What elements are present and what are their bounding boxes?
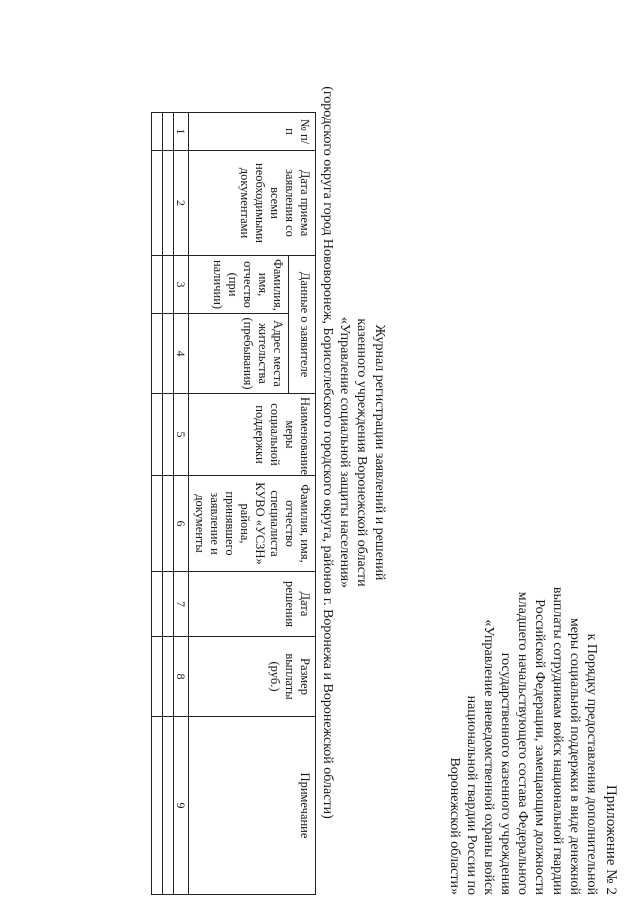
table-cell bbox=[162, 151, 173, 256]
table-cell bbox=[162, 637, 173, 717]
column-number: 7 bbox=[173, 572, 188, 637]
table-cell bbox=[151, 717, 162, 895]
appendix-line: Российской Федерации, замещающим должности bbox=[532, 599, 548, 895]
appendix-line: Воронежской области» bbox=[447, 757, 463, 895]
appendix-line: государственного казенного учреждения bbox=[498, 652, 514, 895]
column-number: 9 bbox=[173, 717, 188, 895]
table-cell bbox=[162, 113, 173, 151]
appendix-line: к Порядку предоставления дополнительной bbox=[583, 633, 599, 895]
table-cell bbox=[151, 113, 162, 151]
table-cell bbox=[162, 256, 173, 314]
title-line: «Управление социальной защиты населения» bbox=[337, 316, 352, 589]
appendix-line: младшего начальствующего состава Федерального bbox=[515, 591, 531, 895]
table-row bbox=[151, 113, 162, 895]
column-number: 1 bbox=[173, 113, 188, 151]
table-cell bbox=[162, 476, 173, 572]
table-header-row bbox=[289, 113, 316, 895]
appendix-line: национальной гвардии России по bbox=[464, 695, 480, 895]
appendix-line: «Управление вневедомственной охраны войск bbox=[481, 619, 497, 895]
header-date-received: Дата приема заявления со всеми необходимыми документами bbox=[189, 151, 316, 256]
title-line: Журнал регистрации заявлений и решений bbox=[372, 324, 387, 581]
column-number: 8 bbox=[173, 637, 188, 717]
table-cell bbox=[162, 314, 173, 394]
appendix-heading: Приложение №2 bbox=[603, 784, 619, 895]
table-cell bbox=[151, 314, 162, 394]
header-measure: Наименование меры социальной поддержки bbox=[189, 394, 316, 476]
table-cell bbox=[151, 151, 162, 256]
header-applicant-group: Данные о заявителе bbox=[289, 256, 316, 394]
column-number: 2 bbox=[173, 151, 188, 256]
column-number-row bbox=[173, 113, 188, 895]
table-cell bbox=[151, 394, 162, 476]
table-cell bbox=[151, 572, 162, 637]
journal-title bbox=[336, 0, 389, 905]
table-cell bbox=[151, 256, 162, 314]
header-applicant-name: Фамилия, имя, отчество (при наличии) bbox=[189, 256, 289, 314]
table-cell bbox=[162, 717, 173, 895]
header-num: № п/п bbox=[189, 113, 316, 151]
table-cell bbox=[151, 637, 162, 717]
region-caption: (городского округа город Нововоронеж, Борисоглебского городского округа, районов г. Воронежа и Воронежской области) bbox=[320, 86, 335, 819]
appendix-block bbox=[446, 465, 620, 895]
registration-table bbox=[151, 112, 316, 895]
table-cell bbox=[151, 476, 162, 572]
header-specialist: Фамилия, имя, отчество специалиста КУВО «УСЗН» района, принявшего заявление и документы bbox=[189, 476, 316, 572]
appendix-line: выплаты сотрудникам войск национальной гвардии bbox=[549, 586, 565, 895]
column-number: 3 bbox=[173, 256, 188, 314]
column-number: 6 bbox=[173, 476, 188, 572]
title-line: казенного учреждения Воронежской области bbox=[354, 318, 370, 587]
column-number: 4 bbox=[173, 314, 188, 394]
header-note: Примечание bbox=[189, 717, 316, 895]
table-cell bbox=[162, 394, 173, 476]
table-cell bbox=[162, 572, 173, 637]
header-applicant-address: Адрес места жительства (пребывания) bbox=[189, 314, 289, 394]
column-number: 5 bbox=[173, 394, 188, 476]
table-row bbox=[162, 113, 173, 895]
header-decision-date: Дата решения bbox=[189, 572, 316, 637]
appendix-line: меры социальной поддержки в виде денежной bbox=[566, 617, 582, 895]
header-amount: Размер выплаты (руб.) bbox=[189, 637, 316, 717]
